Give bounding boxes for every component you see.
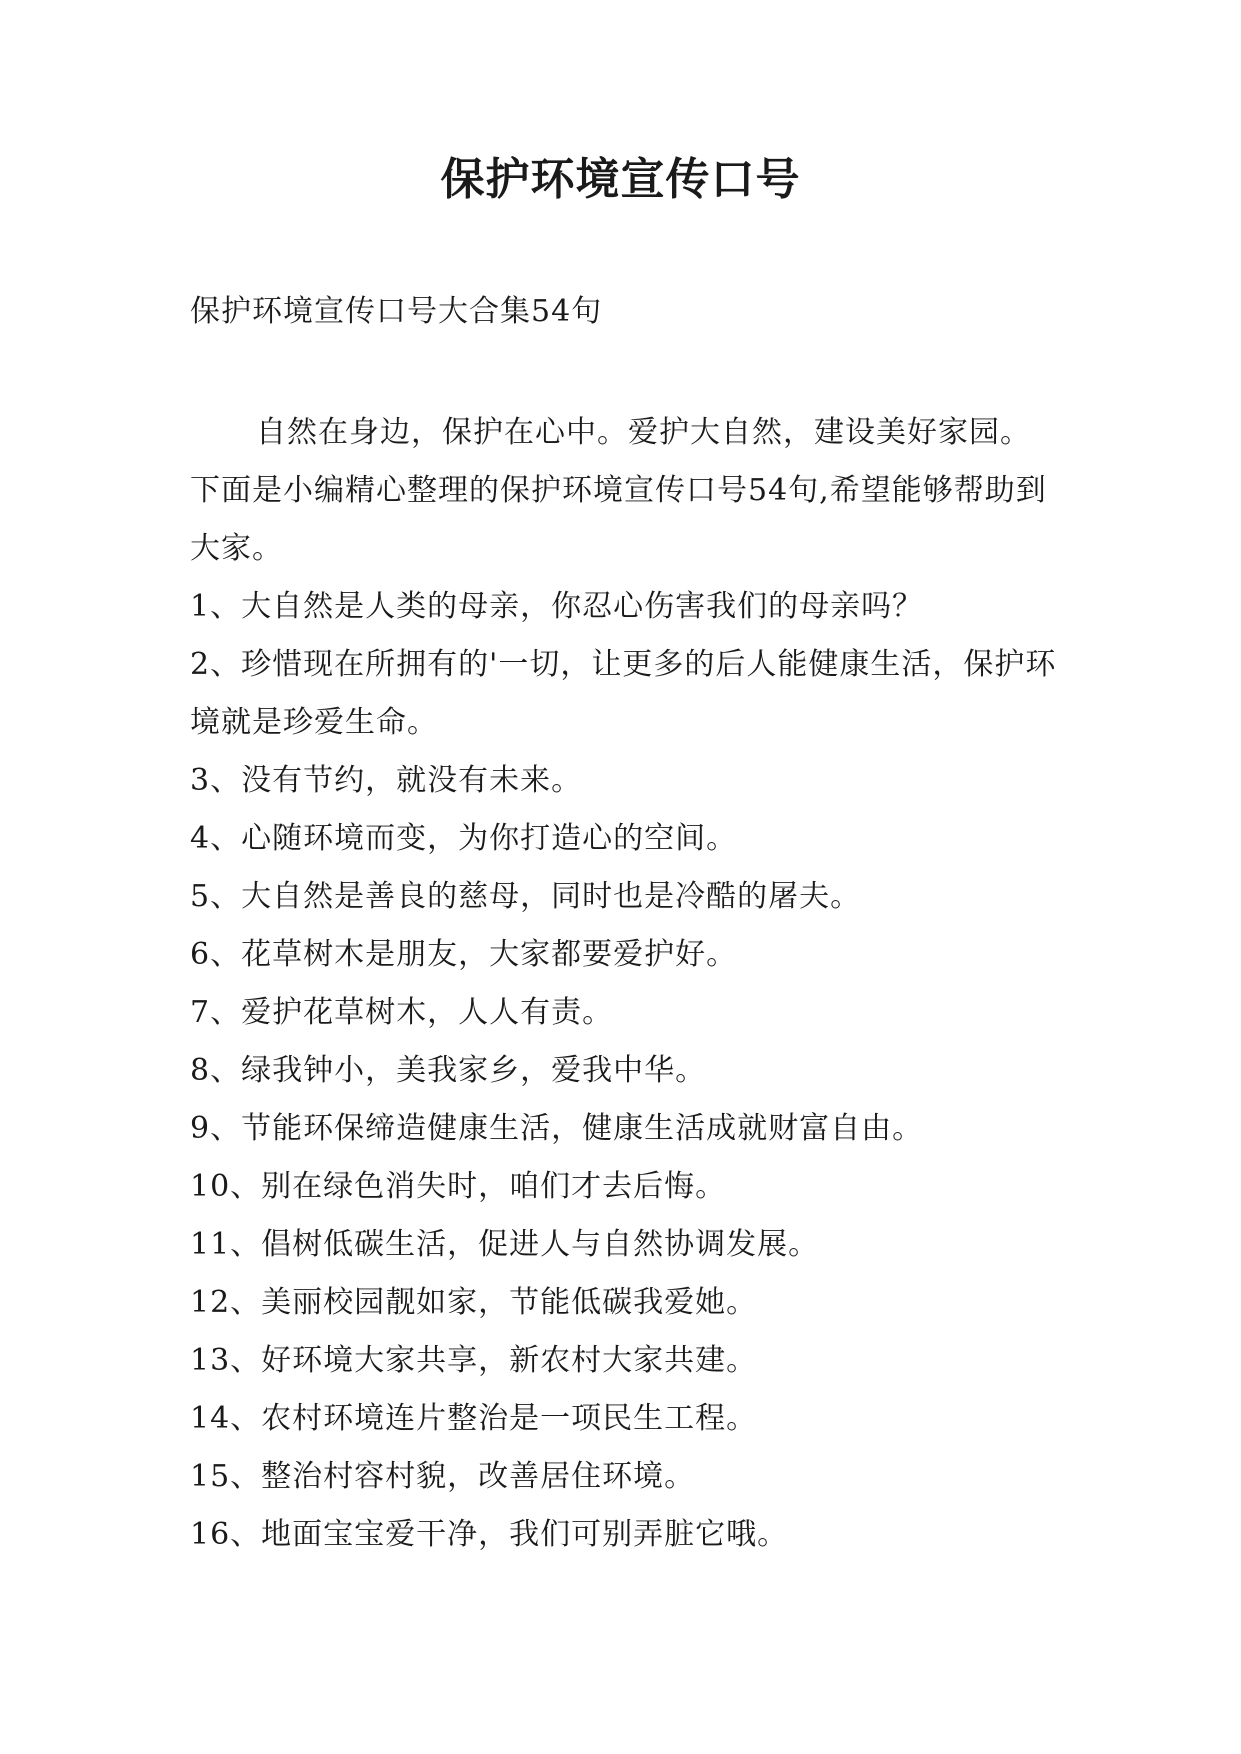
slogan-item: 8、绿我钟小，美我家乡，爱我中华。	[190, 1053, 707, 1088]
slogan-list	[190, 578, 1060, 1564]
document-title: 保护环境宣传口号	[440, 154, 801, 205]
slogan-item: 6、花草树木是朋友，大家都要爱护好。	[190, 937, 738, 972]
document-subtitle: 保护环境宣传口号大合集54句	[190, 294, 603, 329]
slogan-item: 4、心随环境而变，为你打造心的空间。	[190, 821, 738, 856]
document-body	[190, 404, 1060, 1564]
slogan-item: 12、美丽校园靓如家，节能低碳我爱她。	[190, 1285, 758, 1320]
slogan-item: 10、别在绿色消失时，咱们才去后悔。	[190, 1169, 727, 1204]
slogan-item: 1、大自然是人类的母亲，你忍心伤害我们的母亲吗？	[190, 589, 924, 624]
slogan-item: 3、没有节约，就没有未来。	[190, 763, 583, 798]
slogan-item: 14、农村环境连片整治是一项民生工程。	[190, 1401, 758, 1436]
slogan-item: 5、大自然是善良的慈母，同时也是冷酷的屠夫。	[190, 879, 862, 914]
slogan-item: 15、整治村容村貌，改善居住环境。	[190, 1459, 696, 1494]
slogan-item: 7、爱护花草树木，人人有责。	[190, 995, 614, 1030]
slogan-item: 2、珍惜现在所拥有的'一切，让更多的后人能健康生活，保护环境就是珍爱生命。	[190, 647, 1057, 740]
slogan-item: 11、倡树低碳生活，促进人与自然协调发展。	[190, 1227, 820, 1262]
slogan-item: 13、好环境大家共享，新农村大家共建。	[190, 1343, 758, 1378]
slogan-item: 9、节能环保缔造健康生活，健康生活成就财富自由。	[190, 1111, 924, 1146]
slogan-item: 16、地面宝宝爱干净，我们可别弄脏它哦。	[190, 1517, 789, 1552]
intro-paragraph: 自然在身边，保护在心中。爱护大自然，建设美好家园。下面是小编精心整理的保护环境宣传口号54句,希望能够帮助到大家。	[190, 415, 1047, 566]
